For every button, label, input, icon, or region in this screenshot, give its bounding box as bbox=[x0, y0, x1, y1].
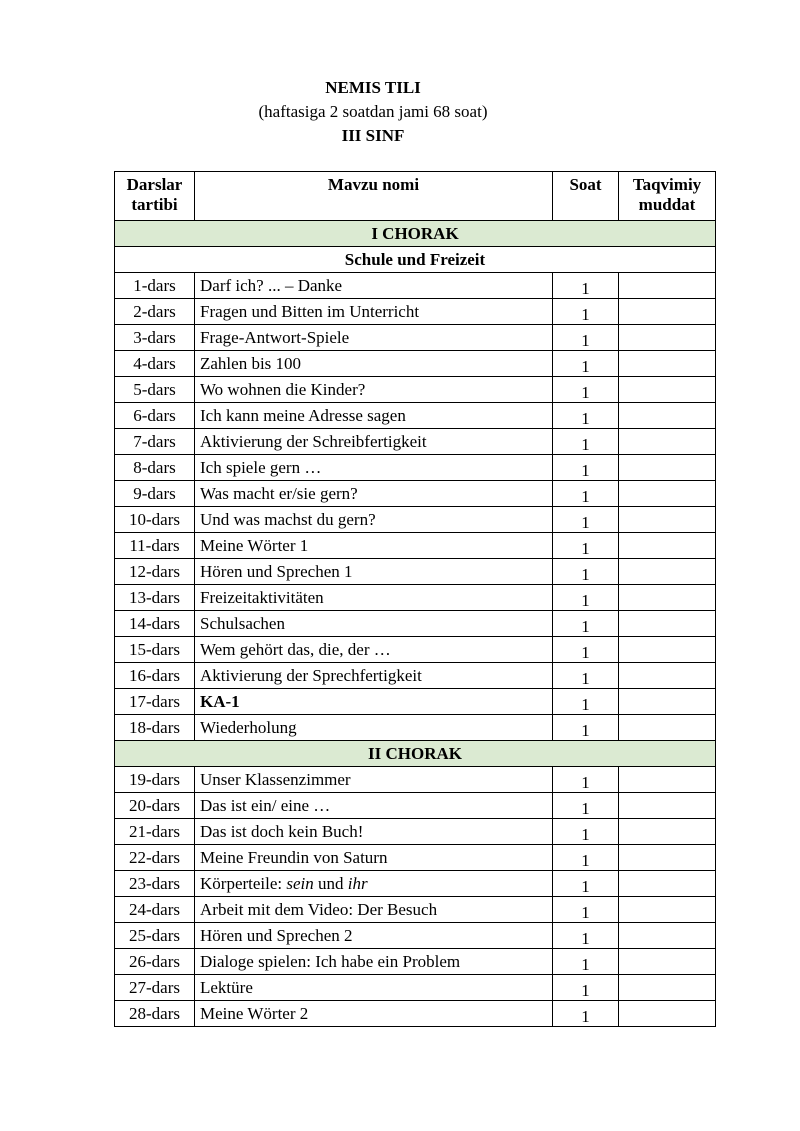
lesson-topic: Aktivierung der Sprechfertigkeit bbox=[195, 663, 553, 689]
table-row bbox=[115, 299, 716, 325]
lesson-hours: 1 bbox=[553, 559, 619, 585]
lesson-topic: Hören und Sprechen 1 bbox=[195, 559, 553, 585]
lesson-number: 26-dars bbox=[115, 949, 195, 975]
lesson-topic: Darf ich? ... – Danke bbox=[195, 273, 553, 299]
lesson-hours: 1 bbox=[553, 949, 619, 975]
topic-part: sein bbox=[286, 873, 314, 893]
lesson-calendar-date bbox=[619, 897, 716, 923]
lesson-calendar-date bbox=[619, 377, 716, 403]
table-row bbox=[115, 377, 716, 403]
lesson-topic bbox=[195, 871, 553, 897]
lesson-number: 5-dars bbox=[115, 377, 195, 403]
lesson-hours: 1 bbox=[553, 351, 619, 377]
lesson-calendar-date bbox=[619, 403, 716, 429]
lesson-hours: 1 bbox=[553, 819, 619, 845]
lesson-number: 22-dars bbox=[115, 845, 195, 871]
hours-column-header: Soat bbox=[553, 172, 619, 221]
table-row bbox=[115, 585, 716, 611]
lesson-topic: Wiederholung bbox=[195, 715, 553, 741]
table-row bbox=[115, 845, 716, 871]
lesson-topic: Und was machst du gern? bbox=[195, 507, 553, 533]
lesson-number: 12-dars bbox=[115, 559, 195, 585]
table-row bbox=[115, 819, 716, 845]
lesson-number: 18-dars bbox=[115, 715, 195, 741]
lesson-calendar-date bbox=[619, 481, 716, 507]
table-row bbox=[115, 403, 716, 429]
quarter-row bbox=[115, 741, 716, 767]
lesson-topic: Meine Wörter 2 bbox=[195, 1001, 553, 1027]
lesson-number: 9-dars bbox=[115, 481, 195, 507]
lesson-topic: Hören und Sprechen 2 bbox=[195, 923, 553, 949]
table-row bbox=[115, 793, 716, 819]
table-row bbox=[115, 1001, 716, 1027]
lesson-hours: 1 bbox=[553, 1001, 619, 1027]
quarter-title: II CHORAK bbox=[115, 741, 716, 767]
lesson-calendar-date bbox=[619, 767, 716, 793]
lesson-topic: Lektüre bbox=[195, 975, 553, 1001]
table-row bbox=[115, 897, 716, 923]
lesson-number: 8-dars bbox=[115, 455, 195, 481]
lesson-hours: 1 bbox=[553, 273, 619, 299]
lesson-topic: Das ist ein/ eine … bbox=[195, 793, 553, 819]
lesson-hours: 1 bbox=[553, 585, 619, 611]
topic-part: Körperteile: bbox=[200, 873, 287, 893]
quarter-title: I CHORAK bbox=[115, 221, 716, 247]
lesson-calendar-date bbox=[619, 507, 716, 533]
lesson-number: 25-dars bbox=[115, 923, 195, 949]
table-body bbox=[115, 221, 716, 1027]
topic-part: ihr bbox=[347, 873, 368, 893]
lesson-calendar-date bbox=[619, 559, 716, 585]
lesson-number: 1-dars bbox=[115, 273, 195, 299]
lesson-hours: 1 bbox=[553, 637, 619, 663]
lesson-hours: 1 bbox=[553, 715, 619, 741]
lesson-hours: 1 bbox=[553, 481, 619, 507]
lesson-calendar-date bbox=[619, 273, 716, 299]
lesson-number: 4-dars bbox=[115, 351, 195, 377]
table-row bbox=[115, 923, 716, 949]
lesson-number: 20-dars bbox=[115, 793, 195, 819]
lesson-topic: Wem gehört das, die, der … bbox=[195, 637, 553, 663]
lesson-hours: 1 bbox=[553, 689, 619, 715]
lesson-topic: Aktivierung der Schreibfertigkeit bbox=[195, 429, 553, 455]
lesson-calendar-date bbox=[619, 533, 716, 559]
table-row bbox=[115, 351, 716, 377]
lesson-topic: Dialoge spielen: Ich habe ein Problem bbox=[195, 949, 553, 975]
table-row bbox=[115, 871, 716, 897]
subject-title: NEMIS TILI bbox=[325, 78, 421, 97]
lesson-hours: 1 bbox=[553, 429, 619, 455]
lesson-topic: Arbeit mit dem Video: Der Besuch bbox=[195, 897, 553, 923]
table-row bbox=[115, 611, 716, 637]
lesson-hours: 1 bbox=[553, 975, 619, 1001]
table-row bbox=[115, 975, 716, 1001]
table-row bbox=[115, 637, 716, 663]
quarter-row bbox=[115, 221, 716, 247]
lesson-hours: 1 bbox=[553, 793, 619, 819]
lesson-calendar-date bbox=[619, 923, 716, 949]
lesson-number: 10-dars bbox=[115, 507, 195, 533]
lesson-calendar-date bbox=[619, 845, 716, 871]
table-row bbox=[115, 455, 716, 481]
lesson-hours: 1 bbox=[553, 403, 619, 429]
lesson-plan-table bbox=[114, 171, 716, 1027]
lesson-number: 15-dars bbox=[115, 637, 195, 663]
lesson-number: 27-dars bbox=[115, 975, 195, 1001]
table-row bbox=[115, 689, 716, 715]
lesson-calendar-date bbox=[619, 325, 716, 351]
lesson-number: 19-dars bbox=[115, 767, 195, 793]
table-row bbox=[115, 533, 716, 559]
table-row bbox=[115, 429, 716, 455]
lesson-topic: Meine Freundin von Saturn bbox=[195, 845, 553, 871]
lesson-hours: 1 bbox=[553, 377, 619, 403]
table-row bbox=[115, 949, 716, 975]
lesson-hours: 1 bbox=[553, 897, 619, 923]
lesson-topic: Meine Wörter 1 bbox=[195, 533, 553, 559]
table-row bbox=[115, 507, 716, 533]
lesson-number: 24-dars bbox=[115, 897, 195, 923]
lesson-calendar-date bbox=[619, 611, 716, 637]
lesson-calendar-date bbox=[619, 793, 716, 819]
lesson-hours: 1 bbox=[553, 507, 619, 533]
lesson-topic: Frage-Antwort-Spiele bbox=[195, 325, 553, 351]
lesson-calendar-date bbox=[619, 663, 716, 689]
lesson-number: 16-dars bbox=[115, 663, 195, 689]
lesson-number: 7-dars bbox=[115, 429, 195, 455]
lesson-hours: 1 bbox=[553, 455, 619, 481]
lesson-number: 3-dars bbox=[115, 325, 195, 351]
lesson-topic: Unser Klassenzimmer bbox=[195, 767, 553, 793]
table-row bbox=[115, 481, 716, 507]
lesson-hours: 1 bbox=[553, 299, 619, 325]
lesson-hours: 1 bbox=[553, 611, 619, 637]
lesson-calendar-date bbox=[619, 429, 716, 455]
lesson-calendar-date bbox=[619, 351, 716, 377]
table-row bbox=[115, 715, 716, 741]
calendar-column-header: Taqvimiy muddat bbox=[619, 172, 716, 221]
lesson-hours: 1 bbox=[553, 325, 619, 351]
order-column-header: Darslar tartibi bbox=[115, 172, 195, 221]
unit-row bbox=[115, 247, 716, 273]
lesson-calendar-date bbox=[619, 949, 716, 975]
lesson-calendar-date bbox=[619, 689, 716, 715]
lesson-calendar-date bbox=[619, 819, 716, 845]
table-row bbox=[115, 767, 716, 793]
lesson-calendar-date bbox=[619, 975, 716, 1001]
topic-part: und bbox=[313, 873, 348, 893]
table-row bbox=[115, 325, 716, 351]
lesson-topic: Fragen und Bitten im Unterricht bbox=[195, 299, 553, 325]
lesson-number: 2-dars bbox=[115, 299, 195, 325]
lesson-topic: Zahlen bis 100 bbox=[195, 351, 553, 377]
table-row bbox=[115, 559, 716, 585]
lesson-number: 21-dars bbox=[115, 819, 195, 845]
lesson-calendar-date bbox=[619, 455, 716, 481]
lesson-topic: Ich kann meine Adresse sagen bbox=[195, 403, 553, 429]
lesson-topic: Ich spiele gern … bbox=[195, 455, 553, 481]
lesson-number: 11-dars bbox=[115, 533, 195, 559]
document-header bbox=[0, 76, 746, 148]
lesson-topic: Wo wohnen die Kinder? bbox=[195, 377, 553, 403]
lesson-hours: 1 bbox=[553, 663, 619, 689]
lesson-number: 17-dars bbox=[115, 689, 195, 715]
lesson-calendar-date bbox=[619, 1001, 716, 1027]
lesson-hours: 1 bbox=[553, 767, 619, 793]
lesson-calendar-date bbox=[619, 299, 716, 325]
lesson-hours: 1 bbox=[553, 533, 619, 559]
table-row bbox=[115, 273, 716, 299]
lesson-calendar-date bbox=[619, 637, 716, 663]
lesson-calendar-date bbox=[619, 585, 716, 611]
lesson-topic: KA-1 bbox=[195, 689, 553, 715]
lesson-calendar-date bbox=[619, 715, 716, 741]
lesson-hours: 1 bbox=[553, 871, 619, 897]
table-header-row bbox=[115, 172, 716, 221]
lesson-topic: Was macht er/sie gern? bbox=[195, 481, 553, 507]
grade-title: III SINF bbox=[341, 126, 405, 145]
lesson-number: 13-dars bbox=[115, 585, 195, 611]
lesson-number: 23-dars bbox=[115, 871, 195, 897]
lesson-hours: 1 bbox=[553, 923, 619, 949]
lesson-topic: Das ist doch kein Buch! bbox=[195, 819, 553, 845]
lesson-topic: Freizeitaktivitäten bbox=[195, 585, 553, 611]
unit-title: Schule und Freizeit bbox=[115, 247, 716, 273]
lesson-calendar-date bbox=[619, 871, 716, 897]
topic-column-header: Mavzu nomi bbox=[195, 172, 553, 221]
lesson-number: 6-dars bbox=[115, 403, 195, 429]
table-row bbox=[115, 663, 716, 689]
lesson-number: 14-dars bbox=[115, 611, 195, 637]
lesson-hours: 1 bbox=[553, 845, 619, 871]
lesson-number: 28-dars bbox=[115, 1001, 195, 1027]
lesson-topic: Schulsachen bbox=[195, 611, 553, 637]
hours-note: (haftasiga 2 soatdan jami 68 soat) bbox=[258, 102, 488, 121]
